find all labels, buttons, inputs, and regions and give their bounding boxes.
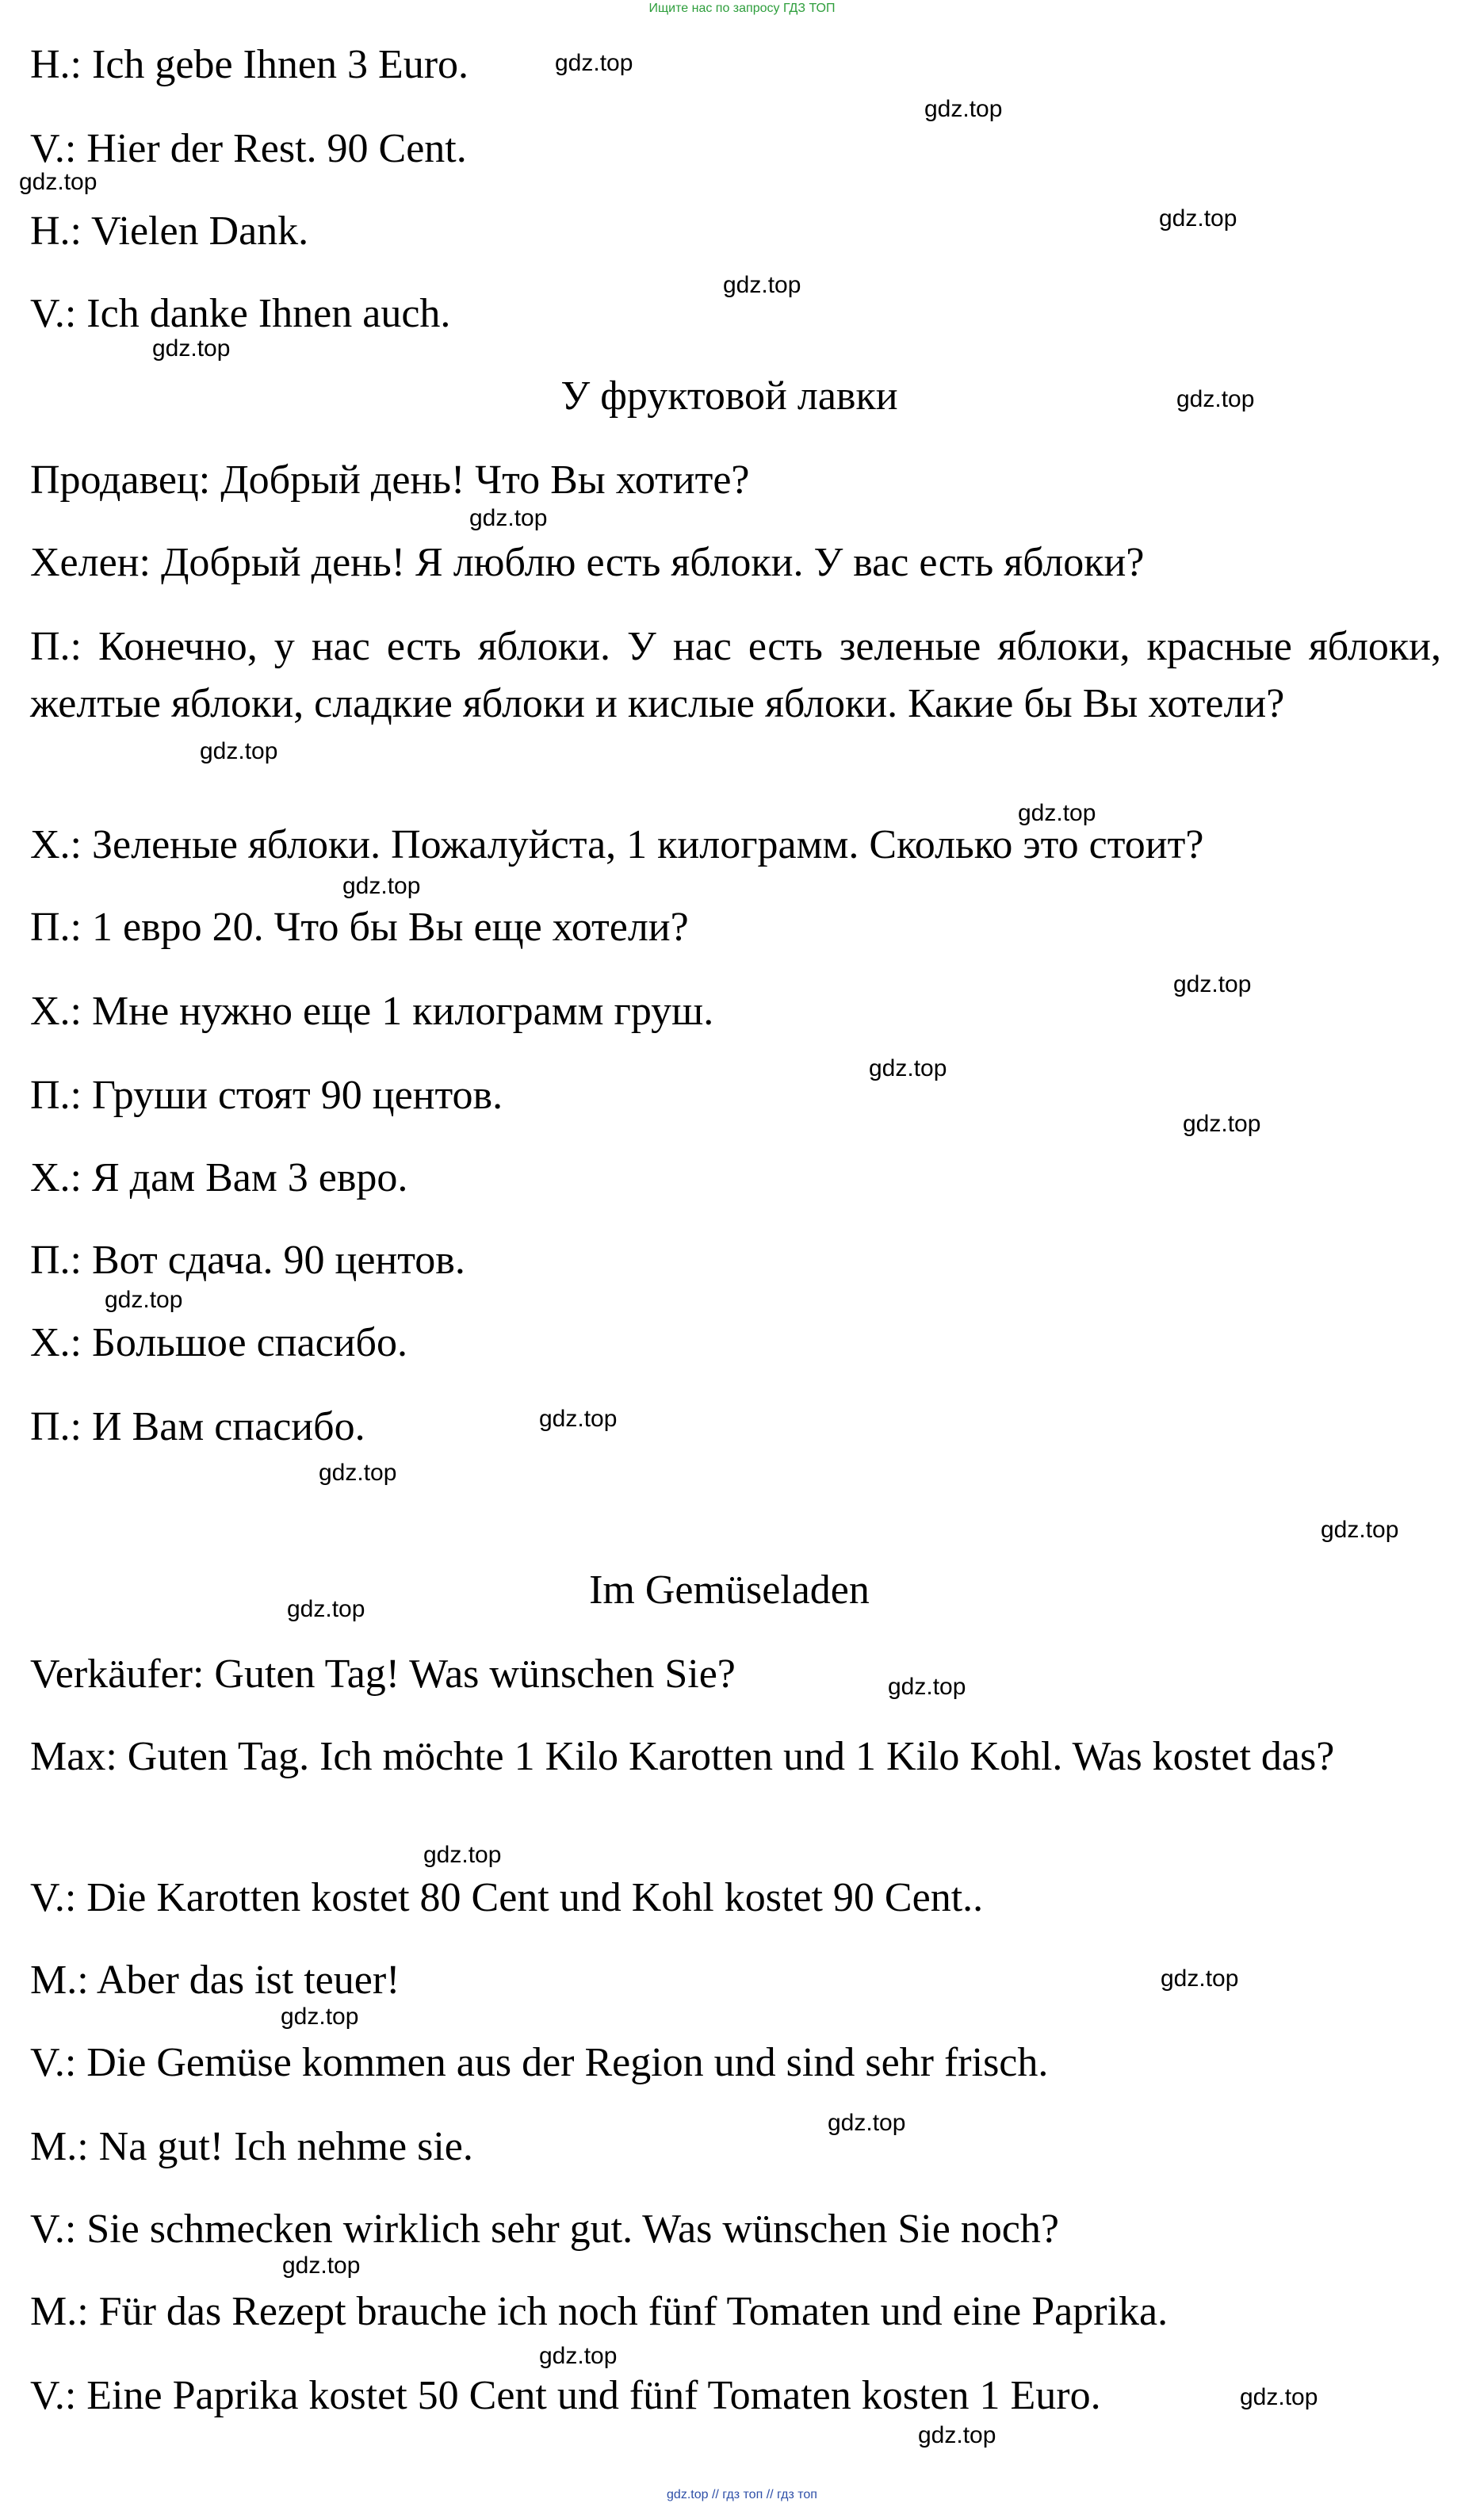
section-title-ru: У фруктовой лавки — [560, 373, 898, 419]
watermark: gdz.top — [469, 505, 548, 531]
watermark: gdz.top — [319, 1460, 397, 1486]
dialogue-line: V.: Die Gemüse kommen aus der Region und sind sehr frisch. — [30, 2040, 1049, 2085]
watermark: gdz.top — [1173, 971, 1252, 997]
dialogue-line: П.: Вот сдача. 90 центов. — [30, 1238, 465, 1283]
watermark: gdz.top — [19, 169, 98, 195]
watermark: gdz.top — [281, 2004, 359, 2030]
dialogue-line: V.: Eine Paprika kostet 50 Cent und fünf Tomaten kosten 1 Euro. — [30, 2373, 1101, 2418]
watermark: gdz.top — [723, 272, 801, 298]
dialogue-line: Х.: Мне нужно еще 1 килограмм груш. — [30, 989, 714, 1034]
watermark: gdz.top — [1176, 386, 1255, 412]
watermark: gdz.top — [918, 2422, 996, 2448]
watermark: gdz.top — [828, 2110, 906, 2136]
dialogue-line: П.: Груши стоят 90 центов. — [30, 1073, 503, 1118]
dialogue-line: П.: И Вам спасибо. — [30, 1404, 365, 1449]
watermark: gdz.top — [152, 335, 231, 362]
dialogue-line: Х.: Я дам Вам 3 евро. — [30, 1155, 408, 1200]
dialogue-line: V.: Ich danke Ihnen auch. — [30, 291, 451, 336]
dialogue-line: V.: Die Karotten kostet 80 Cent und Kohl kostet 90 Cent.. — [30, 1875, 984, 1920]
dialogue-paragraph: П.: Конечно, у нас есть яблоки. У нас есть зеленые яблоки, красные яблоки, желтые яблоки, сладкие яблоки и кислые яблоки. Какие бы Вы хотели? — [30, 624, 1441, 726]
footer: gdz.top // гдз топ // гдз топ — [667, 2488, 817, 2501]
watermark: gdz.top — [869, 1055, 947, 1081]
watermark: gdz.top — [287, 1596, 365, 1622]
watermark: gdz.top — [1240, 2384, 1318, 2410]
dialogue-paragraph: Max: Guten Tag. Ich möchte 1 Kilo Karotten und 1 Kilo Kohl. Was kostet das? — [30, 1734, 1335, 1779]
watermark: gdz.top — [539, 2343, 618, 2369]
watermark: gdz.top — [282, 2252, 361, 2279]
watermark: gdz.top — [555, 50, 633, 76]
watermark: gdz.top — [924, 96, 1003, 122]
dialogue-line: M.: Für das Rezept brauche ich noch fünf Tomaten und eine Paprika. — [30, 2289, 1168, 2334]
section-title-de: Im Gemüseladen — [589, 1567, 870, 1613]
watermark: gdz.top — [342, 873, 421, 899]
dialogue-line: H.: Vielen Dank. — [30, 209, 309, 254]
watermark: gdz.top — [105, 1287, 183, 1313]
dialogue-line: Продавец: Добрый день! Что Вы хотите? — [30, 457, 750, 503]
dialogue-line: Хелен: Добрый день! Я люблю есть яблоки. У вас есть яблоки? — [30, 540, 1145, 585]
watermark: gdz.top — [423, 1842, 502, 1868]
dialogue-line: Х.: Большое спасибо. — [30, 1320, 407, 1365]
dialogue-line: M.: Aber das ist teuer! — [30, 1958, 400, 2003]
watermark: gdz.top — [1183, 1111, 1261, 1137]
watermark: gdz.top — [1018, 800, 1096, 826]
watermark: gdz.top — [1159, 205, 1237, 232]
top-banner: Ищите нас по запросу ГДЗ ТОП — [648, 2, 836, 15]
dialogue-line: M.: Na gut! Ich nehme sie. — [30, 2124, 473, 2169]
dialogue-line: Х.: Зеленые яблоки. Пожалуйста, 1 килограмм. Сколько это стоит? — [30, 822, 1204, 867]
dialogue-line: V.: Hier der Rest. 90 Cent. — [30, 126, 467, 171]
watermark: gdz.top — [539, 1406, 618, 1432]
watermark: gdz.top — [200, 738, 278, 764]
dialogue-line: Verkäufer: Guten Tag! Was wünschen Sie? — [30, 1652, 736, 1697]
dialogue-line: V.: Sie schmecken wirklich sehr gut. Was wünschen Sie noch? — [30, 2207, 1059, 2252]
dialogue-line: H.: Ich gebe Ihnen 3 Euro. — [30, 42, 469, 87]
watermark: gdz.top — [888, 1674, 966, 1700]
watermark: gdz.top — [1161, 1965, 1239, 1992]
watermark: gdz.top — [1321, 1517, 1399, 1543]
dialogue-line: П.: 1 евро 20. Что бы Вы еще хотели? — [30, 905, 689, 950]
